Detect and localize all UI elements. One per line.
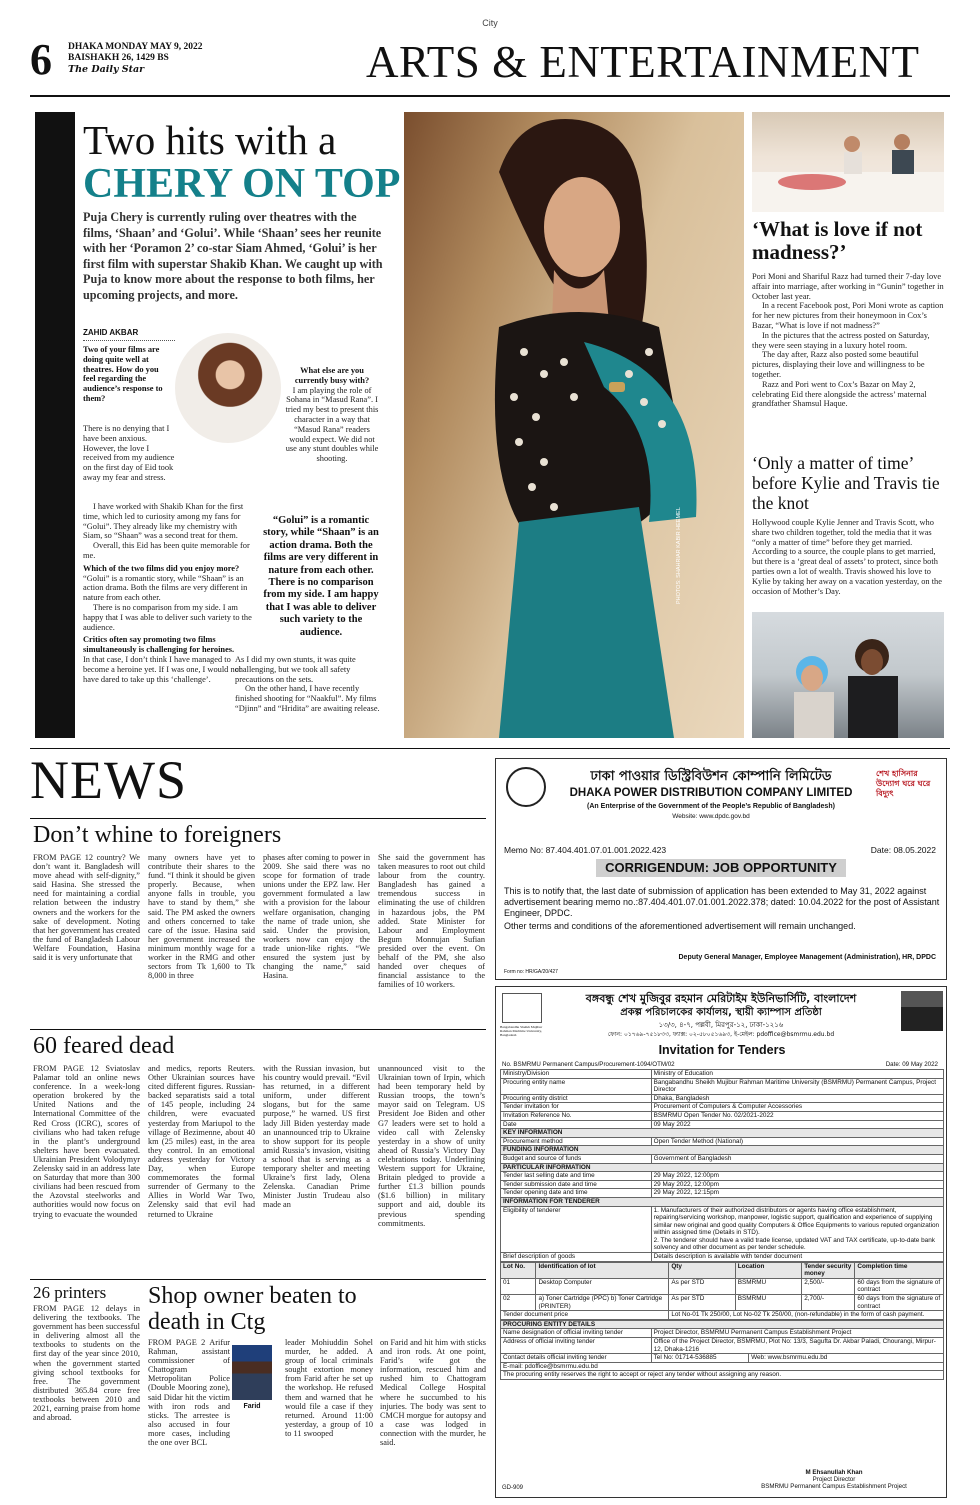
table-cell: PROCURING ENTITY DETAILS (501, 1320, 944, 1329)
news-col: FROM PAGE 12 Sviatoslav Palamar told an online news conference. In a week-long operation brokered by the United Nations and the International Committee of the Red Cross (ICRC), scores of civilians who had taken refuge in the plant’s underground shelters have been evacuated. Ukrainian President Volodymyr Zelensky said in an address late on Saturday that more than 300 civilians had been rescued from the Azovstal steelworks and authorities would now focus on trying to evacuate the wounded (33, 1064, 140, 1219)
news-col: and medics, reports Reuters. Other Ukrainian sources have cited different figures. Russian-backed separatists said a total of 145 people, including 24 children, were evacuated yesterday from Mariupol to the village of Bezimenne, about 40 km (25 miles) east, in the area they control. In an emotional address yesterday for Victory Day, when Europe commemorates the formal surrender of Germany to the Allies in World War Two, Zelensky said that evil had returned to Ukraine (148, 1064, 255, 1219)
date: DHAKA MONDAY MAY 9, 2022 (68, 42, 203, 52)
avatar-puja-chery (175, 333, 281, 443)
table-row (501, 1338, 944, 1354)
couple-illustration (752, 112, 944, 212)
table-cell: 29 May 2022, 12:00pm (651, 1180, 943, 1189)
question: Critics often say promoting two films simultaneously is challenging for heroines. (83, 635, 235, 655)
table-row (501, 1129, 944, 1138)
table-row (501, 1154, 944, 1163)
table-cell: Procuring entity name (501, 1078, 652, 1094)
question: Which of the two films did you enjoy more? (83, 563, 240, 573)
table-cell: 29 May 2022, 12:00pm (651, 1172, 943, 1181)
form-no: Form no: HR/GA/20/427 (504, 969, 558, 975)
table-row (501, 1163, 944, 1172)
news-label: NEWS (30, 750, 187, 810)
table-cell: Desktop Computer (536, 1278, 669, 1294)
news-col: FROM PAGE 12 delays in delivering the textbooks. The government has been successful in delivering almost all the textbooks to students on the first day of the year since 2010, when the government started giving school textbooks for free. The government distributed 365.84 crore free textbooks between 2010 and 2021, earning praise from home and abroad. (33, 1304, 140, 1423)
news-col: many owners have yet to contribute their shares to the fund. “I think it should be given properly. Because, when anyone falls in trouble, you have to stand by them,” she said. The PM asked the owners and others concerned to take care of the issue. Hasina said her government increased the minimum monthly wage for a worker in the RMG and other sectors from Tk 1,600 to Tk 8,000 in three (148, 853, 255, 981)
signature-block (726, 1469, 942, 1491)
masthead: The Daily Star (68, 64, 145, 75)
news-headline-4: Shop owner beaten to death in Ctg (148, 1283, 357, 1335)
paragraph: Razz and Pori went to Cox’s Bazar on May 2, celebrating Eid there alongside the actress’ maternal grandfather Shamsul Haque. (752, 379, 927, 409)
table-cell: Identification of lot (536, 1262, 669, 1278)
answer: There is no comparison from my side. I am happy that I was able to deliver such variety to the audience. (83, 602, 252, 632)
table-row (501, 1146, 944, 1155)
news-rule (30, 818, 486, 819)
table-row (501, 1371, 944, 1380)
feature-headline: Two hits with a (83, 117, 337, 163)
tender-advertisement (495, 986, 947, 1498)
table-cell: Procurement of Computers & Computer Accessories (651, 1103, 943, 1112)
table-cell: Name designation of official inviting tender (501, 1329, 652, 1338)
side-headline-2: ‘Only a matter of time’ before Kylie and Travis tie the knot (752, 453, 940, 513)
news-rule (30, 1279, 486, 1280)
table-row (501, 1362, 944, 1371)
table-cell: Dhaka, Bangladesh (651, 1094, 943, 1103)
table-row (501, 1253, 944, 1262)
news-headline-2: 60 feared dead (33, 1033, 175, 1059)
dpdc-website: Website: www.dpdc.gov.bd (672, 813, 750, 820)
tender-date: Date: 09 May 2022 (885, 1061, 938, 1068)
byline-dots (83, 340, 175, 341)
paragraph: Pori Moni and Shariful Razz had turned their 7-day love affair into marriage, after working in “Gunin” together in October last year. (752, 272, 944, 301)
dateline (68, 42, 203, 75)
table-cell: Tender submission date and time (501, 1180, 652, 1189)
answer: On the other hand, I have recently finished shooting for “Naakful”. My films “Djinn” and “Hridita” are awaiting release. (235, 684, 380, 713)
news-col: FROM PAGE 12 country? We don’t want it. Bangladesh will move ahead with self-dignity,” said Hasina. She stressed the need for maintaining a cordial relation between the industry owners and the workers for the sake of development. Noting that her government has created the fund of Bangladesh Labour Welfare Foundation, Hasina said it is very unfortunate that (33, 853, 140, 963)
kylie-travis-photo (752, 612, 944, 738)
news-col: FROM PAGE 2 Arifur Rahman, assistant commissioner of Chattogram Metropolitan Police (Double Mooring zone), said Didar hit the victim with iron rods and sticks. The arrestee is also accused in four more cases, including the one over BCL (148, 1338, 230, 1448)
table-cell: KEY INFORMATION (501, 1129, 944, 1138)
campaign-slogan: শেখ হাসিনার উদ্যোগ ঘরে ঘরে বিদ্যুৎ (876, 769, 931, 798)
memo-no: Memo No: 87.404.401.07.01.001.2022.423 (504, 845, 667, 855)
table-cell: Tender document price (501, 1311, 669, 1320)
answer: As I did my own stunts, it was quite challenging, but we took all safety precautions on the sets. (235, 655, 356, 684)
table-cell: BSMRMU (735, 1295, 801, 1311)
bsmrmu-logo (502, 993, 542, 1023)
table-cell: 29 May 2022, 12:15pm (651, 1189, 943, 1198)
tender-title-bn: বঙ্গবন্ধু শেখ মুজিবুর রহমান মেরিটাইম ইউনিভার্সিটি, বাংলাদেশ (585, 992, 857, 1005)
table-cell: Date (501, 1120, 652, 1129)
table-cell: 02 (501, 1295, 536, 1311)
news-col: unannounced visit to the Ukrainian town of Irpin, which had been temporary held by Russian troops, the town’s mayor said on Telegram. US President Joe Biden and other G7 leaders were set to hold a video call with Zelensky yesterday in a show of unity ahead of Russia’s Victory Day celebrations today. Underlining Western support for Ukraine, Britain pledged to provide a further £1.3 billion pounds ($1.6 billion) in military support and aid, double its previous spending commitments. (378, 1064, 485, 1228)
honeymoon-photo (752, 112, 944, 212)
table-cell: 2,700/- (802, 1295, 855, 1311)
table-cell: Tender invitation for (501, 1103, 652, 1112)
table-cell: 01 (501, 1278, 536, 1294)
feature-intro: Puja Chery is currently ruling over theatres with the films, ‘Shaan’ and ‘Golui’. While ‘Shaan’ sees her reunite with her ‘Poramon 2’ co-star Siam Ahmed, ‘Golui’ is her first film with superstar Shakib Khan. We caught up with Puja to know more about the response to both films, her upcoming projects, and more. (83, 210, 383, 302)
table-cell: a) Toner Cartridge (PPC) b) Toner Cartridge (PRINTER) (536, 1295, 669, 1311)
side-headline-1: ‘What is love if not madness?’ (752, 217, 923, 264)
answer: I am playing the role of Sohana in “Masud Rana”. I tried my best to present this character in a way that “Masud Rana” readers would expect. We did not use any stunt doubles while shooting. (285, 385, 379, 464)
edition-label: City (482, 18, 498, 28)
table-cell: PARTICULAR INFORMATION (501, 1163, 944, 1172)
table-cell: As per STD (669, 1295, 735, 1311)
table-cell: Address of official inviting tender (501, 1338, 652, 1354)
table-row (501, 1120, 944, 1129)
tender-sub-bn: প্রকল্প পরিচালকের কার্যালয়, স্থায়ী ক্যাম্পাস প্রতিষ্ঠা (620, 1007, 822, 1018)
table-cell: Qty (669, 1262, 735, 1278)
interview-col2 (284, 328, 380, 464)
table-cell: Brief description of goods (501, 1253, 652, 1262)
table-cell: BSMRMU (735, 1278, 801, 1294)
gd-no: GD-909 (502, 1485, 524, 1491)
eligibility-item: 2. The tenderer should have a valid trade license, updated VAT and TAX certificate, up-to-date bank solvency and other document as per tender schedule. (653, 1236, 935, 1252)
page-number: 6 (30, 35, 52, 84)
interview-col1c (83, 502, 253, 684)
news-col: She said the government has taken measures to root out child labour from the country. Bangladesh has gained a tremendous success in eliminating the use of children in hazardous jobs, the PM added. State Minister for Labour and Employment Begum Monnujan Sufian presided over the event. On behalf of the PM, she also handed over cheques of financial assistance to the families of 10 workers. (378, 853, 485, 990)
table-cell: Invitation Reference No. (501, 1111, 652, 1120)
table-row (501, 1172, 944, 1181)
lot-table (500, 1262, 944, 1320)
answer: There is no denying that I have been anxious. However, the love I received from my audience on the first day of Eid took away my fear and stress. (83, 424, 175, 482)
table-cell: Tender last selling date and time (501, 1172, 652, 1181)
table-row (501, 1070, 944, 1079)
table-cell: Ministry/Division (501, 1070, 652, 1079)
logo-caption: Bangabandhu Sheikh Mujibur Rahman Maritime University, Bangladesh (500, 1025, 543, 1037)
portrait-photo (901, 991, 943, 1031)
table-cell: Web: www.bsmrmu.edu.bd (749, 1354, 944, 1363)
table-cell: Tel No: 01714-536885 (651, 1354, 748, 1363)
signatory-name: M Ehsanullah Khan (805, 1469, 863, 1476)
table-cell: Lot No. (501, 1262, 536, 1278)
signatory: Deputy General Manager, Employee Management (Administration), HR, DPDC (678, 954, 936, 961)
header-rule (30, 95, 950, 97)
table-row (501, 1111, 944, 1120)
table-cell (651, 1206, 943, 1253)
news-headline-1: Don’t whine to foreigners (33, 822, 282, 848)
interview-col1a (83, 345, 171, 404)
answer: In that case, I don’t think I have managed to become a heroine yet. If I was one, I would not have dared to take up this ‘challenge’. (83, 654, 242, 684)
section-rule (30, 748, 950, 749)
corrigendum-body (504, 886, 940, 932)
table-row (501, 1262, 944, 1278)
couple-illustration (752, 612, 944, 738)
table-cell: Tender opening date and time (501, 1189, 652, 1198)
table-cell: Tender security money (802, 1262, 855, 1278)
photo-caption: Farid (243, 1403, 261, 1410)
table-cell: The procuring entity reserves the right to accept or reject any tender without assigning any reason. (501, 1371, 944, 1380)
table-row (501, 1354, 944, 1363)
table-row (501, 1278, 944, 1294)
table-row (501, 1197, 944, 1206)
photo-credit: PHOTOS: SHAHRIAR KABIR HEEMEL (676, 507, 682, 604)
table-cell: E-mail: pdoffice@bsmrmu.edu.bd (501, 1362, 944, 1371)
table-row (501, 1206, 944, 1253)
table-row (501, 1094, 944, 1103)
table-cell: Procuring entity district (501, 1094, 652, 1103)
table-cell: Completion time (855, 1262, 944, 1278)
side-story-1 (752, 272, 944, 409)
paragraph: Other terms and conditions of the aforementioned advertisement will remain unchanged. (504, 921, 856, 931)
news-col: leader Mohiuddin Sohel murder, he added. A group of local criminals sought extortion money from Farid after he set up the workshop. He refused them and warned that he would file a case if they returned. Around 11:00 yesterday, a group of 10 to 11 swooped (285, 1338, 373, 1438)
table-cell: Government of Bangladesh (651, 1154, 943, 1163)
byline: ZAHID AKBAR (83, 328, 139, 337)
table-row (501, 1311, 944, 1320)
side-story-2: Hollywood couple Kylie Jenner and Travis Scott, who share two children together, told the media that it was “only a matter of time” before they get married. According to a source, the couple plans to get married, but there is a ‘great deal of assets’ to protect, since both parties own a lot of wealth. Travis showed his love to Kylie by taking her away on a vacation yesterday, on the occasion of Mother’s Day. (752, 518, 942, 596)
table-cell: 2,500/- (802, 1278, 855, 1294)
dpdc-logo (506, 767, 546, 807)
table-cell: Details description is available with tender document (651, 1253, 943, 1262)
table-cell: Procurement method (501, 1137, 652, 1146)
interview-col2b (235, 655, 385, 714)
paragraph: This is to notify that, the last date of submission of application has been extended to May 31, 2022 against advertisement bearing memo no.:87.404.401.07.01.001.2022.378; dated: 10.04.2022 for the post of Assistant Engineer, DPDC. (504, 886, 940, 918)
pull-quote: “Golui” is a romantic story, while “Shaan” is an action drama. Both the films are very different in nature from each other. There is no comparison from my side. I am happy that I was able to deliver such variety to the audience. (263, 515, 379, 638)
paragraph: In the pictures that the actress posted on Saturday, they were seen staying in a luxury hotel room. (752, 330, 930, 350)
table-cell: BSMRMU Open Tender No. 02/2021-2022 (651, 1111, 943, 1120)
table-cell: 60 days from the signature of contract (855, 1278, 944, 1294)
paragraph: In a recent Facebook post, Pori Moni wrote as caption for her new pictures from their honeymoon in Cox’s Bazar, “What is love if not madness?” (752, 301, 944, 330)
table-row (501, 1329, 944, 1338)
table-cell: Lot No-01 Tk 250/00, Lot No-02 Tk 250/00, (non-refundable) in the form of cash payment. (669, 1311, 944, 1320)
table-row (501, 1078, 944, 1094)
table-cell: Eligibility of tenderer (501, 1206, 652, 1253)
news-headline-3: 26 printers (33, 1283, 107, 1302)
corrigendum-banner: CORRIGENDUM: JOB OPPORTUNITY (596, 859, 846, 877)
table-cell: 60 days from the signature of contract (855, 1295, 944, 1311)
section-title: ARTS & ENTERTAINMENT (366, 37, 920, 87)
news-col: with the Russian invasion, but his country would prevail. “Evil has returned, in a different uniform, under different slogans, but for the same purpose,” he warned. US first lady Jill Biden yesterday made an unannounced trip to Ukraine to show support for its people amid Russia’s invasion, visiting a school that is serving as a temporary shelter and meeting Ukraine’s first lady, Olena Zelenska. Canadian Prime Minister Justin Trudeau also made an (263, 1064, 370, 1210)
feature-photo (404, 112, 744, 738)
memo-date: Date: 08.05.2022 (870, 845, 936, 855)
news-col: phases after coming to power in 2009. She said there was no scope for formation of trade unions under the EPZ law. Her government formulated a law with a provision for the labour welfare organisation, changing the name of trade union, she said. Under the provision, workers now can enjoy the trade union-like rights. “We ensured the system just by changing the name,” said Hasina. (263, 853, 370, 981)
table-row (501, 1295, 944, 1311)
question: Two of your films are doing quite well at theatres. How do you feel regarding the audience’s response to them? (83, 345, 163, 403)
interview-col1b (83, 424, 178, 483)
table-row (501, 1320, 944, 1329)
table-cell: Office of the Project Director, BSMRMU, Plot No: 13/3, Sagufta Dr. Akbar Paladi, Chourangi, Mirpur-12, Dhaka-1216 (651, 1338, 943, 1354)
eligibility-item: 1. Manufacturers of their authorized distributors or agents having office establishment, repairing/servicing workshop, manpower, logistic support, qualification and experience of supplying similar new original and good quality Computers & Office Equipments to various reputed organization within assigned time (Details in STD). (653, 1206, 940, 1237)
paragraph: The day after, Razz also posted some beautiful pictures, displaying their love and willingness to be together. (752, 350, 925, 379)
signatory-title: Project Director (812, 1476, 856, 1484)
table-cell: Contact details official inviting tender (501, 1354, 652, 1363)
dpdc-title-bn: ঢাকা পাওয়ার ডিস্ট্রিবিউশন কোম্পানি লিমিটেড (590, 769, 832, 784)
tender-ref: No. BSMRMU Permanent Campus/Procurement-1094/OTM/02 (502, 1061, 675, 1068)
table-row (501, 1180, 944, 1189)
feature-headline-accent: CHERY ON TOP (83, 161, 401, 207)
table-cell: INFORMATION FOR TENDERER (501, 1197, 944, 1206)
table-row (501, 1189, 944, 1198)
table-cell: As per STD (669, 1278, 735, 1294)
farid-photo (232, 1345, 272, 1400)
table-cell: 09 May 2022 (651, 1120, 943, 1129)
dpdc-title: DHAKA POWER DISTRIBUTION COMPANY LIMITED (569, 787, 853, 799)
table-cell: Ministry of Education (651, 1070, 943, 1079)
date-bangla: BAISHAKH 26, 1429 BS (68, 53, 169, 63)
table-cell: Project Director, BSMRMU Permanent Campus Establishment Project (651, 1329, 943, 1338)
table-row (501, 1103, 944, 1112)
portrait-illustration (404, 112, 744, 738)
dpdc-subtitle: (An Enterprise of the Government of the People’s Republic of Bangladesh) (587, 803, 835, 810)
feature-stripe (35, 112, 75, 738)
table-cell: Bangabandhu Sheikh Mujibur Rahman Maritime University (BSMRMU) Permanent Campus, Project Director (651, 1078, 943, 1094)
tender-info-table (500, 1069, 944, 1262)
news-rule (30, 1029, 486, 1030)
news-col: on Farid and hit him with sticks and iron rods. At one point, Farid’s wife got the information, rescued him and rushed him to Chattogram Medical College Hospital where he succumbed to his injuries. The body was sent to CMCH morgue for autopsy and a case was lodged in connection with the murder, he said. (380, 1338, 486, 1448)
question: What else are you currently busy with? (294, 366, 370, 385)
table-cell: Budget and source of funds (501, 1154, 652, 1163)
answer: Overall, this Eid has been quite memorable for me. (83, 541, 250, 560)
table-cell: Location (735, 1262, 801, 1278)
tender-addr-bn: ১৩/৩, ৪-৭, পল্লবী, মিরপুর-১২, ঢাকা-১২১৬ (658, 1021, 784, 1029)
answer: I have worked with Shakib Khan for the first time, which led to curiosity among my fans for “Golui”. They already like my chemistry with Siam, so “Shaan” was a second treat for them. (83, 502, 244, 541)
table-cell: Open Tender Method (National) (651, 1137, 943, 1146)
dpdc-advertisement (495, 758, 947, 980)
answer: “Golui” is a romantic story, while “Shaan” is an action drama. Both the films are very different in nature from each other. (83, 573, 248, 603)
tender-contact-bn: ফোন: ০১৭৬৯-৭৫১৮৩৩, ফ্যাক্স: ০২-৫৮০৫১৬৯৩, ই-মেইল: pdoffice@bsmrmu.edu.bd (607, 1031, 835, 1038)
signatory-org: BSMRMU Permanent Campus Establishment Project (761, 1483, 907, 1491)
table-cell: FUNDING INFORMATION (501, 1146, 944, 1155)
table-row (501, 1137, 944, 1146)
tender-title: Invitation for Tenders (658, 1043, 786, 1057)
procuring-table (500, 1320, 944, 1380)
tender-table (500, 1069, 944, 1380)
